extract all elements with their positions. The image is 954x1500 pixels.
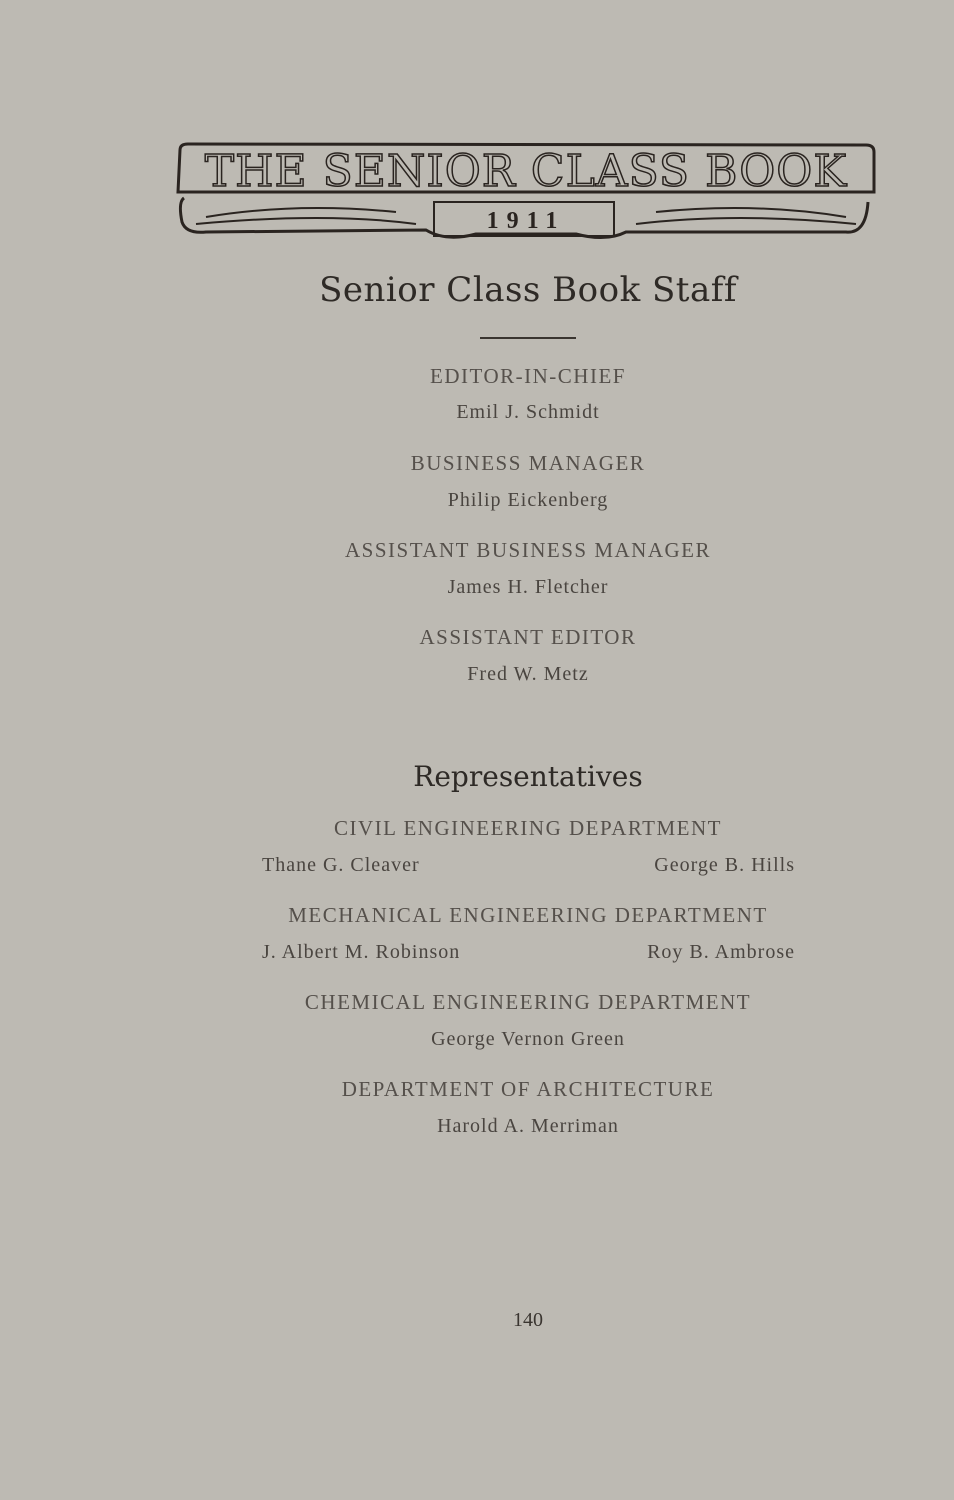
staff-name: Philip Eickenberg [447, 489, 609, 511]
staff-name: James H. Fletcher [447, 576, 609, 598]
role-heading: ASSISTANT BUSINESS MANAGER [345, 538, 711, 562]
banner-title: THE SENIOR CLASS BOOK [204, 146, 848, 197]
divider [480, 337, 576, 339]
page-number: 140 [513, 1309, 543, 1331]
banner-year: 1911 [486, 208, 566, 234]
representative-name: Roy B. Ambrose [647, 941, 795, 963]
role-heading: EDITOR-IN-CHIEF [430, 364, 626, 388]
staff-name: Emil J. Schmidt [456, 401, 600, 423]
representatives-heading: Representatives [413, 760, 643, 793]
role-heading: ASSISTANT EDITOR [419, 625, 637, 649]
representative-name: Thane G. Cleaver [262, 854, 420, 876]
page-title: Senior Class Book Staff [319, 270, 737, 310]
banner-logo [176, 142, 876, 248]
department-heading: MECHANICAL ENGINEERING DEPARTMENT [288, 903, 768, 927]
representative-name: J. Albert M. Robinson [262, 941, 461, 963]
department-heading: CHEMICAL ENGINEERING DEPARTMENT [304, 990, 752, 1014]
department-heading: DEPARTMENT OF ARCHITECTURE [341, 1077, 715, 1101]
representative-name: George Vernon Green [431, 1028, 625, 1050]
staff-name: Fred W. Metz [467, 663, 589, 685]
representative-name: George B. Hills [654, 854, 795, 876]
role-heading: BUSINESS MANAGER [410, 451, 646, 475]
representative-name: Harold A. Merriman [437, 1115, 619, 1137]
department-heading: CIVIL ENGINEERING DEPARTMENT [334, 816, 722, 840]
